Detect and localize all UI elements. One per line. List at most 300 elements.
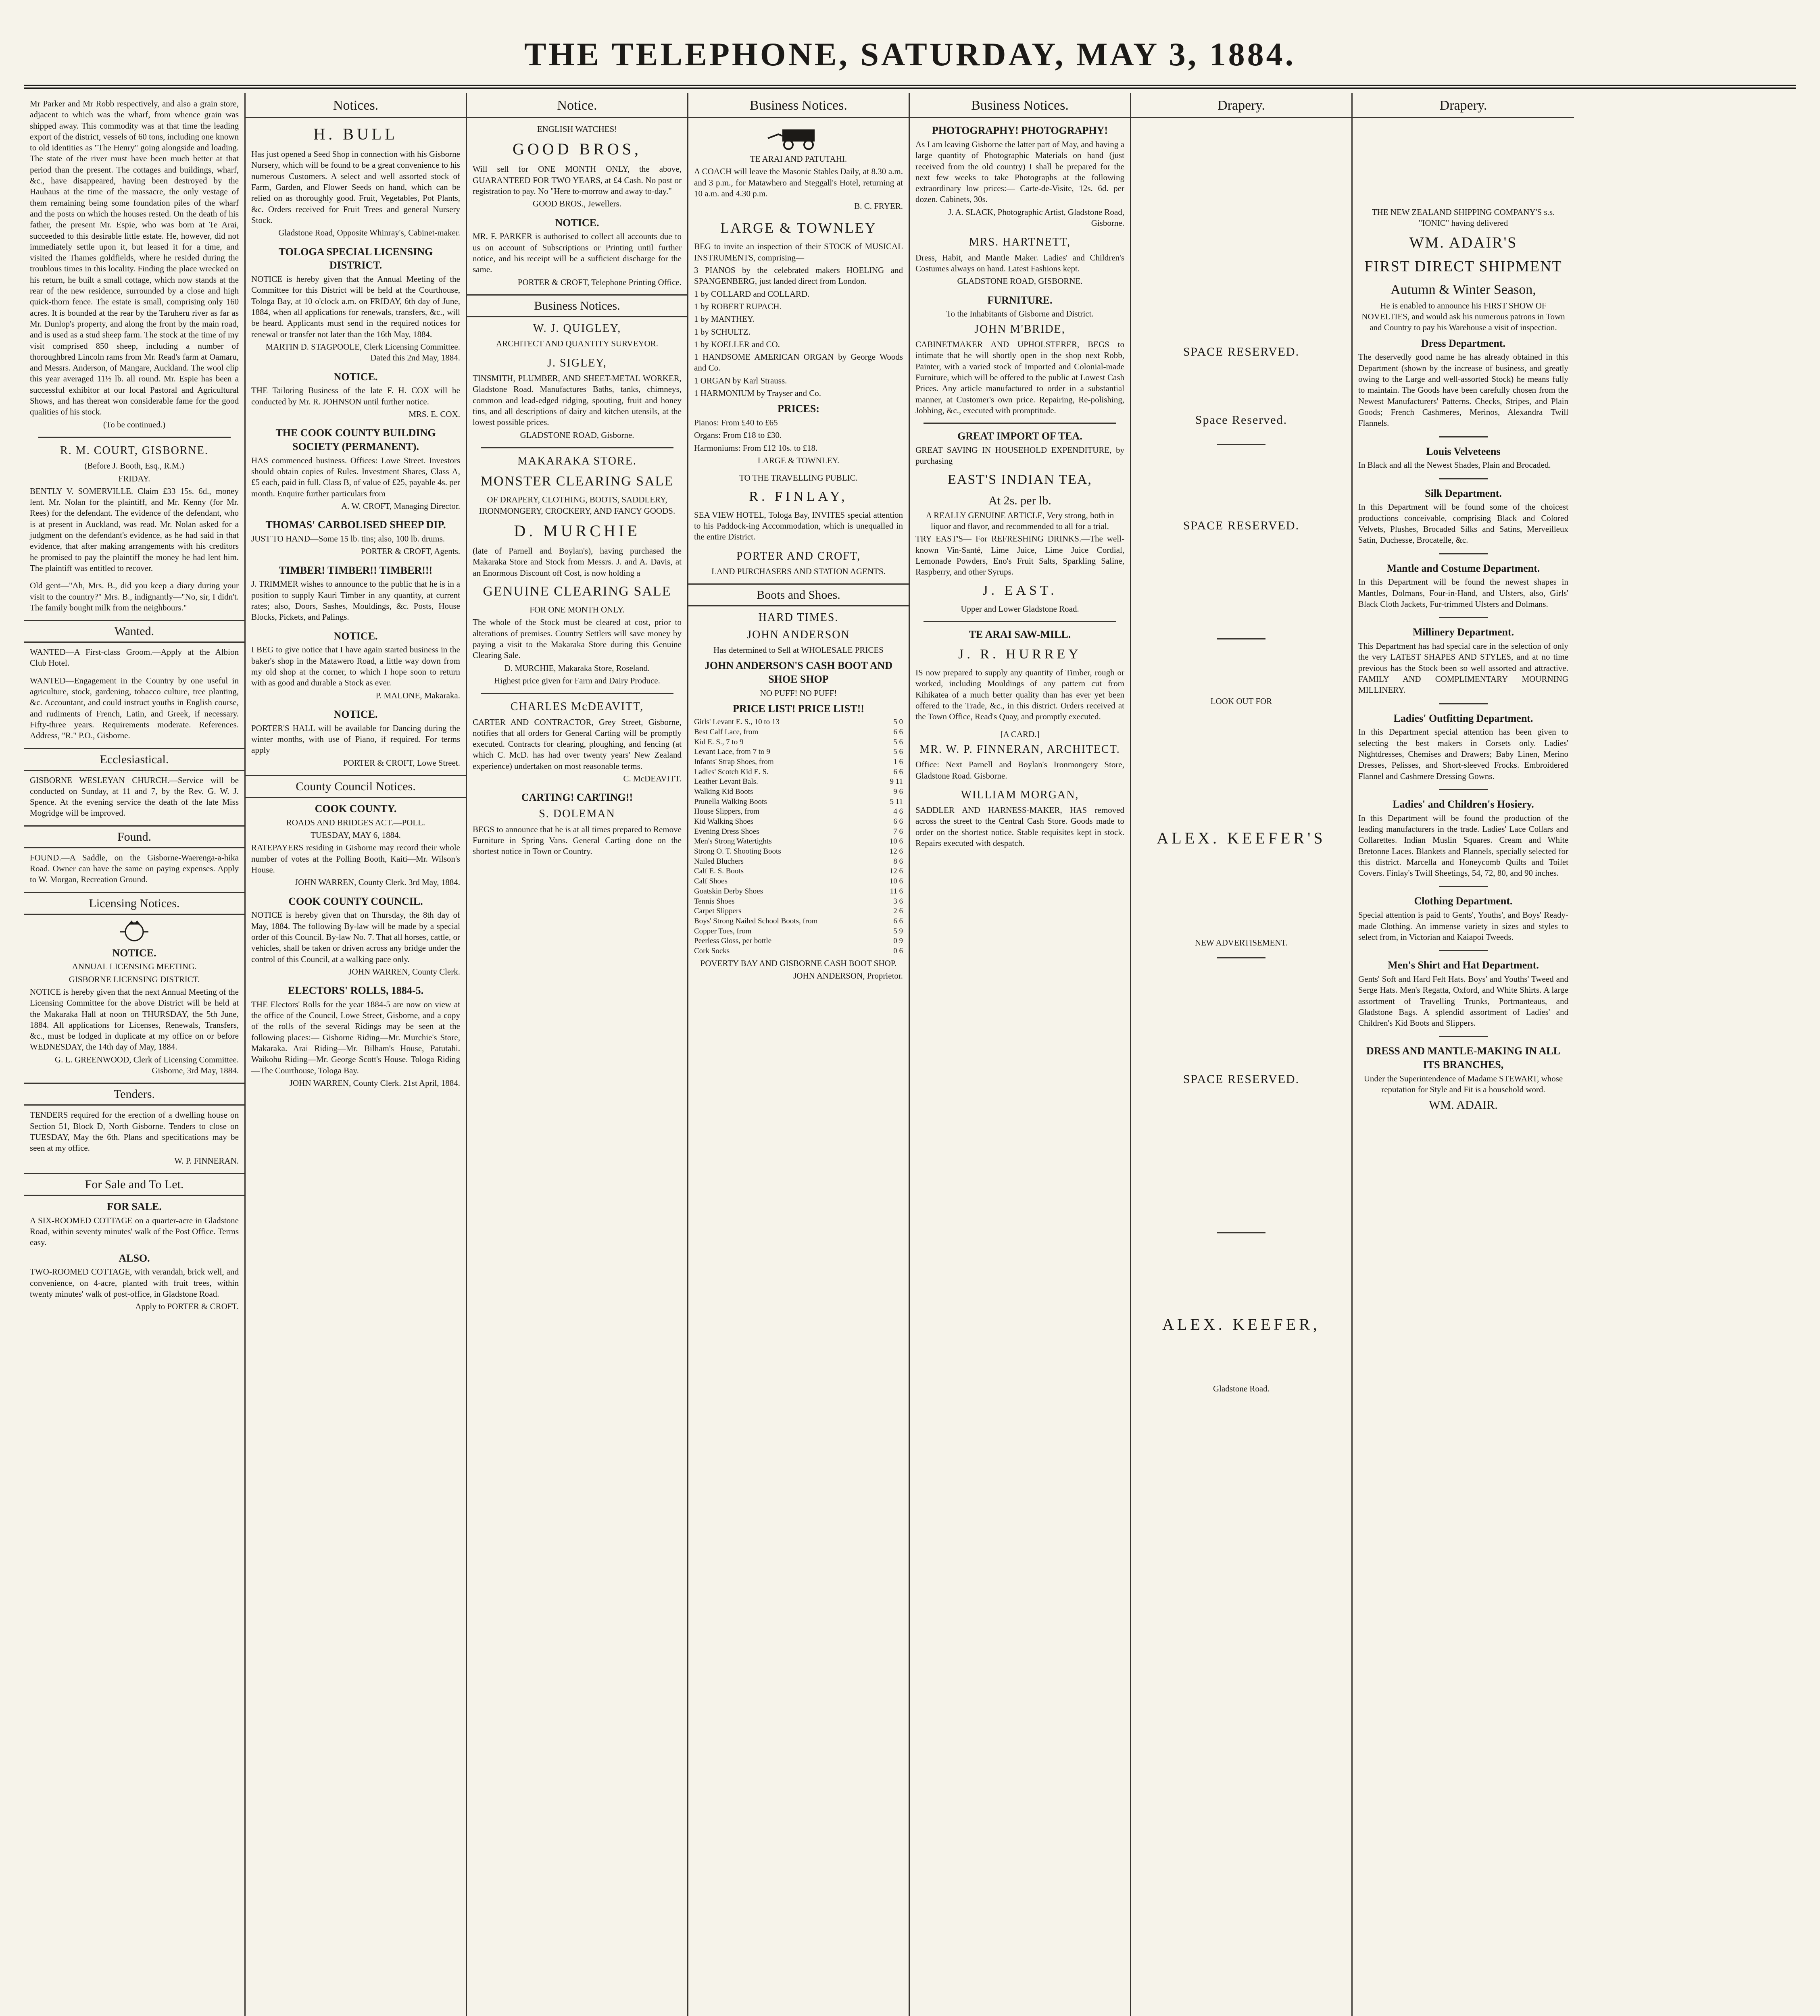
- divider: [1439, 436, 1488, 437]
- price-value: 10 6: [889, 837, 903, 846]
- sigley-ad: [473, 356, 682, 441]
- department-section: [1358, 894, 1568, 951]
- cox-text: THE Tailoring Business of the late F. H. COX will be conducted by Mr. R. JOHNSON until further notice.: [251, 385, 460, 406]
- column-7-heading: Drapery.: [1353, 97, 1574, 118]
- court-before: (Before J. Booth, Esq., R.M.): [84, 461, 184, 471]
- also-title: ALSO.: [119, 1252, 150, 1264]
- price-value: 5 6: [893, 748, 903, 756]
- tologa-text: NOTICE is hereby given that the Annual Meeting of the Committee for this District will be held at the Courthouse, Tologa Bay, at 10 o'clock a.m. on FRIDAY, 6th day of June, 1884, when all applications for renewals, transfers, &c., will be heard. Applicants must send in the required notices for renewal or transfer not later than the 16th May, 1884.: [251, 274, 460, 339]
- price-item: Tennis Shoes: [694, 897, 735, 906]
- price-value: 5 9: [893, 927, 903, 935]
- finlay-text: SEA VIEW HOTEL, Tologa Bay, INVITES special attention to his Paddock-ing Accommodation, which is unequalled in the entire District.: [694, 510, 903, 542]
- anderson-ad: [694, 610, 903, 981]
- licensing-meeting: ANNUAL LICENSING MEETING.: [72, 962, 197, 972]
- piano-item: 1 by KOELLER and CO.: [694, 339, 780, 349]
- price-item: Girls' Levant E. S., 10 to 13: [694, 718, 780, 727]
- mbride-name: JOHN M'BRIDE,: [974, 323, 1065, 335]
- porters-hall-sign: PORTER & CROFT, Lowe Street.: [343, 758, 460, 768]
- porters-hall-notice: [251, 708, 460, 768]
- old-gent-text: Old gent—"Ah, Mrs. B., did you keep a diary during your visit to the country?" Mrs. B., indignantly—"No, sir, I didn't. The family bought milk from the neighbours.": [30, 581, 239, 612]
- anderson-sign: JOHN ANDERSON, Proprietor.: [793, 971, 903, 981]
- price-row: [694, 737, 903, 748]
- hartnett-sign: GLADSTONE ROAD, GISBORNE.: [957, 276, 1083, 286]
- season: Autumn & Winter Season,: [1391, 282, 1536, 297]
- photography-ad: [915, 124, 1124, 229]
- building-society-sign: A. W. CROFT, Managing Director.: [341, 501, 460, 511]
- timber-text: J. TRIMMER wishes to announce to the public that he is in a position to supply Kauri Timber in any quantity, at current rates; also, Doors, Sashes, Mouldings, &c. Posts, House Blocks, Pickets, and Palings.: [251, 579, 460, 622]
- divider: [38, 437, 231, 438]
- price-row: [694, 787, 903, 797]
- roads-title: ROADS AND BRIDGES ACT.—POLL.: [286, 817, 425, 827]
- divider: [924, 423, 1116, 424]
- furniture-ad: [915, 294, 1124, 417]
- serial-article: [30, 98, 239, 430]
- porter-croft-text: LAND PURCHASERS AND STATION AGENTS.: [711, 566, 886, 577]
- licensing-sign: G. L. GREENWOOD, Clerk of Licensing Committee. Gisborne, 3rd May, 1884.: [54, 1054, 239, 1076]
- column-2-heading: Notices.: [246, 97, 466, 118]
- piano-item: 1 ORGAN by Karl Strauss.: [694, 375, 787, 385]
- licensing-text: NOTICE is hereby given that the next Annual Meeting of the Licensing Committee for the above District will be held at the Makaraka Hall at noon on THURSDAY, the 5th June, 1884. All applications for Licenses, Renewals, Transfers, &c., must be lodged in duplicate at my office on or before WEDNESDAY, the 14th day of May, 1884.: [30, 987, 239, 1052]
- divider: [1439, 950, 1488, 951]
- columns: [24, 93, 1796, 2016]
- for-sale-notice: [30, 1200, 239, 1312]
- large-townley-ad: [694, 219, 903, 467]
- price-value: 7 6: [893, 827, 903, 836]
- finlay-ad: [694, 473, 903, 542]
- council-notice: [251, 895, 460, 978]
- department-text: Special attention is paid to Gents', Youths', and Boys' Ready-made Clothing. An immense variety in sizes and styles to select from, in Victorian and Kaiapoi Tweeds.: [1358, 910, 1568, 942]
- department-text: In this Department will be found some of the choicest productions conceivable, comprising Black and Colored Velvets, Plushes, Brocaded Silks and Satins, Merveilleux Satin, Duchesse, Brocatelle, &c.: [1358, 502, 1568, 545]
- carting-title: CARTING! CARTING!!: [521, 791, 633, 804]
- department-section: [1358, 712, 1568, 790]
- sheep-dip-sign: PORTER & CROFT, Agents.: [361, 546, 460, 556]
- tologa-title: TOLOGA SPECIAL LICENSING DISTRICT.: [278, 246, 433, 271]
- building-society-ad: [251, 426, 460, 512]
- piano-item: 1 by SCHULTZ.: [694, 327, 751, 337]
- court-report: [30, 444, 239, 574]
- anderson-footer: POVERTY BAY AND GISBORNE CASH BOOT SHOP.: [700, 958, 897, 968]
- wanted-1-text: WANTED—A First-class Groom.—Apply at the Albion Club Hotel.: [30, 647, 239, 668]
- keefer-name: ALEX. KEEFER'S: [1157, 829, 1326, 848]
- licensing-notice-title: NOTICE.: [112, 947, 156, 959]
- price-value: 5 6: [893, 737, 903, 746]
- hard-times: HARD TIMES.: [758, 611, 839, 624]
- doleman-text: BEGS to announce that he is at all times prepared to Remove Furniture in Spring Vans. General Carting done on the shortest notice in Town or Country.: [473, 824, 682, 856]
- price-row: [694, 767, 903, 777]
- roads-date: TUESDAY, MAY 6, 1884.: [311, 830, 401, 840]
- hurrey-text: IS now prepared to supply any quantity of Timber, rough or worked, including Mouldings of any pattern cut from Kihikatea of a much better quality than has ever yet been offered to the Trade, &c., in this district. Orders received at the Town Office, Read's Quay, and promptly executed.: [915, 668, 1124, 722]
- genuine-sale-title: GENUINE CLEARING SALE: [483, 583, 671, 599]
- price-value: 6 6: [893, 916, 903, 925]
- price-item: Walking Kid Boots: [694, 787, 753, 796]
- department-section: [1358, 487, 1568, 554]
- malone-text: I BEG to give notice that I have again started business in the baker's shop in the Matawero Road, a little way down from my old shop at the corner, to which I hope soon to return with as good and durable a Stock as ever.: [251, 645, 460, 688]
- adair-signature: WM. ADAIR.: [1429, 1098, 1498, 1112]
- price-item: Cork Socks: [694, 946, 730, 955]
- parker-title: NOTICE.: [555, 217, 599, 229]
- murchie-name: D. MURCHIE: [514, 521, 640, 540]
- mbride-text: CABINETMAKER AND UPHOLSTERER, BEGS to intimate that he will shortly open in the shop next Robb, Painter, with a varied stock of Imported and Colonial-made Furniture, which will be offered to the public at Lowest Cash Prices. Any article manufactured to order in a substantial manner, at Customer's own price. Repairing, Re-polishing, Jobbing, &c., executed with promptitude.: [915, 339, 1124, 415]
- department-title: Silk Department.: [1425, 487, 1502, 499]
- cox-title: NOTICE.: [334, 371, 378, 383]
- price-row: [694, 927, 903, 937]
- wanted-ad-2: [30, 675, 239, 741]
- found-heading: Found.: [24, 825, 244, 848]
- furniture-intro: To the Inhabitants of Gisborne and District.: [946, 309, 1094, 319]
- department-text: In this Department will be found the newest shapes in Mantles, Dolmans, Four-in-Hand, and Ulsters, also, Girls' Black Cloth Jackets, Fur-trimmed Ulsters and Dolmans.: [1358, 577, 1568, 609]
- mcdeavitt-name: CHARLES McDEAVITT,: [510, 700, 644, 713]
- divider: [1439, 478, 1488, 479]
- building-society-title: THE COOK COUNTY BUILDING SOCIETY (PERMANENT).: [275, 427, 436, 453]
- tenders-sign: W. P. FINNERAN.: [174, 1156, 239, 1166]
- price-value: 2 6: [893, 907, 903, 916]
- dressmaking-text: Under the Superintendence of Madame STEWART, whose reputation for Style and Fit is a household word.: [1363, 1073, 1563, 1095]
- roads-sign: JOHN WARREN, County Clerk. 3rd May, 1884.: [294, 877, 460, 887]
- cash-boot-title: JOHN ANDERSON'S CASH BOOT AND SHOE SHOP: [704, 660, 893, 685]
- price-row: [694, 897, 903, 907]
- tea-text: A REALLY GENUINE ARTICLE, Very strong, both in liquor and flavor, and recommended to all for a trial.: [926, 510, 1114, 531]
- found-text: FOUND.—A Saddle, on the Gisborne-Waerenga-a-hika Road. Owner can have the same on paying expenses. Apply to W. Morgan, Recreation Ground.: [30, 852, 239, 885]
- one-month: FOR ONE MONTH ONLY.: [530, 605, 625, 615]
- morgan-ad: [915, 788, 1124, 849]
- price-row: [694, 946, 903, 956]
- county-heading: County Council Notices.: [246, 775, 466, 798]
- price-item: Boys' Strong Nailed School Boots, from: [694, 916, 818, 925]
- card-label: [A CARD.]: [1000, 729, 1040, 739]
- hartnett-name: MRS. HARTNETT,: [969, 236, 1071, 249]
- watches-title: ENGLISH WATCHES!: [537, 124, 617, 134]
- price-item: Calf E. S. Boots: [694, 867, 744, 876]
- department-section: [1358, 562, 1568, 619]
- timber-title: TIMBER! TIMBER!! TIMBER!!!: [279, 564, 433, 576]
- divider: [1217, 638, 1265, 639]
- easts-tea-name: EAST'S INDIAN TEA,: [948, 472, 1092, 487]
- boots-heading: Boots and Shoes.: [688, 583, 909, 606]
- piano-item: 1 by MANTHEY.: [694, 314, 755, 324]
- price-item: Copper Toes, from: [694, 927, 752, 935]
- divider: [1439, 703, 1488, 704]
- price-row: [694, 877, 903, 887]
- murchie-text: (late of Parnell and Boylan's), having purchased the Makaraka Store and Stock from Messrs. J. and A. Davis, at an Enormous Discount off Cost, is now holding a: [473, 546, 682, 578]
- price-value: 8 6: [893, 857, 903, 866]
- good-bros-text: Will sell for ONE MONTH ONLY, the above, GUARANTEED FOR TWO YEARS, at £4 Cash. No post or registration to pay. No "Here to-morrow and away to-day.": [473, 164, 682, 196]
- tenders-heading: Tenders.: [24, 1083, 244, 1106]
- ecclesiastical-heading: Ecclesiastical.: [24, 748, 244, 771]
- column-3-heading: Notice.: [467, 97, 687, 118]
- divider: [1439, 553, 1488, 554]
- price-row: [694, 936, 903, 946]
- parker-sign: PORTER & CROFT, Telephone Printing Office.: [517, 277, 682, 287]
- departments: [1358, 337, 1568, 1037]
- price-row: [694, 717, 903, 727]
- piano-item: 3 PIANOS by the celebrated makers HOELING and SPANGENBERG, just landed direct from London.: [694, 265, 903, 286]
- parker-text: MR. F. PARKER is authorised to collect all accounts due to us on account of Subscriptions or Printing until further notice, and his receipt will be a sufficient discharge for the same.: [473, 231, 682, 275]
- coach-text: A COACH will leave the Masonic Stables Daily, at 8.30 a.m. and 3 p.m., for Matawhero and Steggall's Hotel, returning at 10 a.m. and 4.30 p.m.: [694, 167, 903, 199]
- department-title: Mantle and Costume Department.: [1386, 562, 1540, 574]
- price-value: 5 0: [893, 718, 903, 727]
- prices-title: PRICES:: [777, 403, 819, 415]
- coach-sign: B. C. FRYER.: [854, 201, 903, 211]
- also-text: TWO-ROOMED COTTAGE, with verandah, brick well, and convenience, on 4-acre, planted with fruit trees, within twenty minutes' walk of post-office, in Gladstone Road.: [30, 1267, 239, 1299]
- murchie-text-2: The whole of the Stock must be cleared at cost, prior to alterations of premises. Country Settlers will save money by paying a visit to the Makaraka Store during this Genuine Clearing Sale.: [473, 617, 682, 660]
- divider: [1217, 1232, 1265, 1233]
- price-item: Strong O. T. Shooting Boots: [694, 847, 781, 856]
- adair-intro: THE NEW ZEALAND SHIPPING COMPANY'S s.s. "IONIC" having delivered: [1372, 207, 1555, 228]
- piano-item: 1 HANDSOME AMERICAN ORGAN by George Woods and Co.: [694, 352, 903, 373]
- department-title: Men's Shirt and Hat Department.: [1388, 959, 1539, 971]
- column-4: [688, 93, 910, 2016]
- for-sale-title: FOR SALE.: [107, 1200, 162, 1212]
- good-bros-ad: [473, 124, 682, 209]
- newspaper-title: THE TELEPHONE, SATURDAY, MAY 3, 1884.: [524, 36, 1296, 73]
- price-list-title: PRICE LIST! PRICE LIST!!: [733, 703, 864, 715]
- price-value: 11 6: [890, 887, 903, 896]
- price-value: 12 6: [889, 867, 903, 876]
- malone-notice: [251, 629, 460, 701]
- sigley-name: J. SIGLEY,: [547, 356, 607, 369]
- price-value: 4 6: [893, 807, 903, 816]
- court-text: BENTLY V. SOMERVILLE. Claim £33 15s. 6d., money lent. Mr. Nolan for the plaintiff, and Mr. Kenny (for Mr. Rees) for the defendant. The evidence of the defendant, who is at present in Auckland, was read. Mr. Nolan asked for a judgment on the defendant's evidence, as he had said in that evidence, that after making arrangements with his creditors he promised to pay the plaintiff the money he had lent him. The plaintiff was entitled to recover.: [30, 486, 239, 573]
- parker-notice: [473, 216, 682, 288]
- cox-sign: MRS. E. COX.: [409, 409, 460, 419]
- price-line: Organs: From £18 to £30.: [694, 430, 782, 440]
- large-townley-text: BEG to invite an inspection of their STOCK of MUSICAL INSTRUMENTS, comprising—: [694, 242, 903, 262]
- hartnett-text: Dress, Habit, and Mantle Maker. Ladies' and Children's Costumes always on hand. Latest Fashions kept.: [915, 252, 1124, 274]
- department-title: Dress Department.: [1421, 337, 1505, 349]
- good-bros-name: GOOD BROS,: [512, 140, 642, 158]
- sheep-dip-ad: [251, 518, 460, 557]
- sheep-dip-title: THOMAS' CARBOLISED SHEEP DIP.: [265, 519, 446, 531]
- price-row: [694, 727, 903, 737]
- goods-list: OF DRAPERY, CLOTHING, BOOTS, SADDLERY, IRONMONGERY, CROCKERY, AND FANCY GOODS.: [479, 495, 675, 516]
- photo-title: PHOTOGRAPHY! PHOTOGRAPHY!: [932, 125, 1108, 137]
- wanted-2-text: WANTED—Engagement in the Country by one useful in agriculture, stock, gardening, tobacco culture, tree planting, &c. Accountant, and could instruct youths in English course, and rudiments of French, Latin, and Greek, if necessary. Fifty-three years. Requirements moderate. References. Address, "R." P.O., Gisborne.: [30, 675, 239, 741]
- roads-poll-notice: [251, 802, 460, 888]
- wanted-heading: Wanted.: [24, 620, 244, 643]
- price-value: 6 6: [893, 767, 903, 776]
- mcdeavitt-sign: C. McDEAVITT.: [623, 774, 682, 784]
- timber-ad: [251, 564, 460, 623]
- piano-item: 1 by ROBERT RUPACH.: [694, 301, 782, 311]
- divider: [1439, 1036, 1488, 1037]
- price-row: [694, 837, 903, 847]
- column-6-heading: Drapery.: [1131, 97, 1351, 118]
- department-text: Gents' Soft and Hard Felt Hats. Boys' and Youths' Tweed and Serge Hats. Men's Regatta, Oxford, and White Shirts. A large assortment of Travelling Trunks, Portmanteaus, and Gladstone Bags. A splendid assortment of Ladies' and Children's Kid Boots and Slippers.: [1358, 974, 1568, 1028]
- price-item: Peerless Gloss, per bottle: [694, 937, 772, 946]
- column-4-heading: Business Notices.: [688, 97, 909, 118]
- price-item: Goatskin Derby Shoes: [694, 887, 763, 896]
- cook-county-title: COOK COUNTY.: [315, 802, 397, 814]
- tologa-notice: [251, 245, 460, 364]
- column-1: [24, 93, 246, 2016]
- price-row: [694, 797, 903, 807]
- mcdeavitt-text: CARTER AND CONTRACTOR, Grey Street, Gisborne, notifies that all orders for General Carting will be promptly executed. Contracts for clearing, ploughing, and fencing (at which C. McD. has had over twenty years' New Zealand experience) undertaken on most reasonable terms.: [473, 717, 682, 771]
- column-3: [467, 93, 688, 2016]
- price-value: 5 11: [890, 797, 903, 806]
- anderson-name: JOHN ANDERSON: [747, 628, 850, 641]
- east-name: J. EAST.: [982, 583, 1057, 598]
- rolls-text: THE Electors' Rolls for the year 1884-5 are now on view at the office of the Council, Lowe Street, Gisborne, and a copy of the rolls of the several Ridings may be seen at the following places:— Gisborne Riding—Mr. Murchie's Store, Makaraka. Arai Riding—Mr. Bilham's House, Patutahi. Waikohu Riding—Mr. George Scott's House. Tologa Riding—The Courthouse, Tologa Bay.: [251, 999, 460, 1075]
- mcdeavitt-ad: [473, 700, 682, 784]
- price-value: 9 6: [893, 787, 903, 796]
- royal-crest-icon: [116, 919, 152, 943]
- column-7: [1353, 93, 1574, 2016]
- new-advertisement: NEW ADVERTISEMENT.: [1195, 938, 1288, 948]
- price-item: Men's Strong Watertights: [694, 837, 772, 846]
- column-5: [910, 93, 1131, 2016]
- masthead: [24, 24, 1796, 89]
- malone-sign: P. MALONE, Makaraka.: [375, 690, 460, 700]
- price-item: Levant Lace, from 7 to 9: [694, 748, 770, 756]
- price-value: 6 6: [893, 727, 903, 736]
- sheep-dip-text: JUST TO HAND—Some 15 lb. tins; also, 100 lb. drums.: [251, 534, 445, 544]
- price-value: 0 9: [893, 937, 903, 946]
- space-reserved-2: Space Reserved.: [1195, 413, 1288, 427]
- price-row: [694, 906, 903, 916]
- price-item: Prunella Walking Boots: [694, 797, 767, 806]
- porter-croft-name: PORTER AND CROFT,: [736, 550, 861, 562]
- divider: [1217, 957, 1265, 958]
- no-puff: NO PUFF! NO PUFF!: [760, 688, 837, 698]
- price-row: [694, 847, 903, 857]
- finneran-card: [915, 729, 1124, 781]
- price-value: 9 11: [890, 777, 903, 786]
- piano-item: 1 by COLLARD and COLLARD.: [694, 289, 810, 299]
- tologa-sign: MARTIN D. STAGPOOLE, Clerk Licensing Committee. Dated this 2nd May, 1884.: [265, 342, 460, 363]
- column-2: [246, 93, 467, 2016]
- furniture-title: FURNITURE.: [987, 294, 1053, 306]
- bull-address: Gladstone Road, Opposite Whinray's, Cabinet-maker.: [278, 228, 460, 238]
- morgan-text: SADDLER AND HARNESS-MAKER, HAS removed across the street to the Central Cash Store. Goods made to order on the shortest notice. Stable requisites kept in stock. Repairs executed with despatch.: [915, 805, 1124, 848]
- coach-icon: [766, 124, 831, 152]
- building-society-text: HAS commenced business. Offices: Lowe Street. Investors should obtain copies of Rules. Investment Shares, Class A, £5 each, paid in full. Class B, of value of £25, payable 4s. per month. Enquire further particulars from: [251, 455, 460, 498]
- bull-text: Has just opened a Seed Shop in connection with his Gisborne Nursery, which will be found to be a great convenience to his numerous Customers. A select and well assorted stock of Farm, Garden, and Flower Seeds on hand, which can be relied on as thoroughly good. Fruit, Vegetables, Pot Plants, &c. Orders received for Fruit Trees and general Nursery Stock.: [251, 149, 460, 225]
- department-title: Ladies' Outfitting Department.: [1393, 712, 1533, 724]
- sawmill-title: TE ARAI SAW-MILL.: [969, 629, 1071, 641]
- department-section: [1358, 625, 1568, 704]
- price-row: [694, 757, 903, 767]
- department-title: Millinery Department.: [1412, 626, 1514, 638]
- department-title: Ladies' and Children's Hosiery.: [1393, 798, 1534, 810]
- price-row: [694, 777, 903, 787]
- price-row: [694, 747, 903, 757]
- tenders-notice: [30, 1110, 239, 1166]
- department-text: In this Department special attention has been given to selecting the best makers in Corsets only. Ladies' Nightdresses, Chemises and Drawers; Baby Linen, Merino Dresses, Pelisses, and Short-sleeved Frocks. Embroidered Flannel and Cashmere Dressing Gowns.: [1358, 727, 1568, 781]
- divider: [1439, 886, 1488, 887]
- price-row: [694, 817, 903, 827]
- price-item: Ladies' Scotch Kid E. S.: [694, 767, 769, 776]
- look-out: LOOK OUT FOR: [1210, 696, 1272, 706]
- rolls-title: ELECTORS' ROLLS, 1884-5.: [288, 985, 424, 997]
- price-value: 6 6: [893, 817, 903, 826]
- rolls-notice: [251, 984, 460, 1089]
- price-row: [694, 916, 903, 927]
- divider: [481, 693, 673, 694]
- announce: He is enabled to announce his FIRST SHOW OF NOVELTIES, and would ask his numerous patrons in Town and Country to pay his Warehouse a visit of inspection.: [1361, 300, 1565, 333]
- price-item: Calf Shoes: [694, 877, 728, 886]
- department-text: In Black and all the Newest Shades, Plain and Brocaded.: [1358, 460, 1551, 470]
- department-text: The deservedly good name he has already obtained in this Department (shown by the increase of business, and greatly owing to the Large and well-assorted Stock) he means fully to maintain. The Goods have been carefully chosen from the Newest Manufacturers' Patterns. Checks, Stripes, and Plain Goods; French Cashmeres, Merinos, Alexandra Twill Flannels.: [1358, 352, 1568, 428]
- space-reserved-4: SPACE RESERVED.: [1183, 1072, 1300, 1086]
- porter-croft-ad: [694, 549, 903, 577]
- column-6: [1131, 93, 1353, 2016]
- sigley-text: TINSMITH, PLUMBER, AND SHEET-METAL WORKER, Gladstone Road. Manufactures Baths, tanks, chimneys, common and lead-edged ridging, spouting, fruit and honey tins, and all descriptions of dairy and kitchen utensils, at the lowest possible prices.: [473, 373, 682, 427]
- council-sign: JOHN WARREN, County Clerk.: [348, 966, 460, 977]
- ecclesiastical-notice: [30, 775, 239, 819]
- doleman-name: S. DOLEMAN: [539, 808, 615, 821]
- price-item: Kid E. S., 7 to 9: [694, 737, 744, 746]
- department-title: Louis Velveteens: [1426, 445, 1501, 457]
- department-title: Clothing Department.: [1414, 895, 1513, 907]
- for-sale-heading: For Sale and To Let.: [24, 1173, 244, 1196]
- bull-name: H. BULL: [313, 125, 398, 144]
- tenders-text: TENDERS required for the erection of a dwelling house on Section 51, Block D, North Gisborne. Tenders to close on TUESDAY, May the 6th. Plans and specifications may be seen at my office.: [30, 1110, 239, 1153]
- quigley-name: W. J. QUIGLEY,: [533, 322, 621, 335]
- business-heading: Business Notices.: [467, 294, 687, 317]
- finneran-text: Office: Next Parnell and Boylan's Ironmongery Store, Gladstone Road. Gisborne.: [915, 760, 1124, 781]
- court-title: R. M. COURT, GISBORNE.: [60, 444, 208, 457]
- first-shipment: FIRST DIRECT SHIPMENT: [1364, 258, 1562, 275]
- makaraka-title: MAKARAKA STORE.: [517, 454, 637, 467]
- doleman-ad: [473, 791, 682, 857]
- licensing-district: GISBORNE LICENSING DISTRICT.: [69, 974, 200, 984]
- photo-sign: J. A. SLACK, Photographic Artist, Gladstone Road, Gisborne.: [948, 207, 1124, 228]
- porters-hall-text: PORTER'S HALL will be available for Dancing during the winter months, with use of Piano, if required. For terms apply: [251, 723, 460, 755]
- price-line: Harmoniums: From £12 10s. to £18.: [694, 443, 818, 453]
- article-text: Mr Parker and Mr Robb respectively, and also a grain store, adjacent to which was the wharf, from whence grain was shipped away. This commodity was at that time the leading export of the district, vessels of 60 tons, including one known to old identities as "The Henry" going alongside and loading. The state of the river must have been much better at that period than the present. The cottages and buildings, wharf, &c., have disappeared, having been destroyed by the Hauhaus at the time of the massacre, the only vestage of them remaining being some foundation piles of the wharf and the posts on which the houses rested. On the death of his father, the present Mr. Espie, who was born at Te Arai, succeeded to this desirable little estate. He, however, did not immediately settle upon it, but leased it for a time, and visited the Thames goldfields, where he resided during the troublous times in this locality. Finding the place wrecked on his return, he built a small cottage, which now stands at the rear of the new residence, surrounded by a close and high quick-thorn fence. The estate is small, comprising only 160 acres. It is bounded at the rear by the Taruheru river as far as Mr. Dunlop's property, and along the front by the main road, and is used as a stud sheep farm. The stock at the time of my visit comprised 850 sheep, including a number of thoroughbred Lincoln rams from Mr. Read's farm at Oamaru, and Messrs. Anderson, of Mangare, Auckland. The wool clip this year averaged 11½ lb. all round. Mr. Espie has been a successful exhibitor at our local Pastoral and Agricultural Shows, and has thereat won considerable fame for the good qualities of his stock.: [30, 99, 239, 417]
- column-5-heading: Business Notices.: [910, 97, 1130, 118]
- department-text: This Department has had special care in the selection of only the very LATEST SHAPES AND STYLES, and at no time previous has the Stock been so well assorted and attractive. FAMILY AND COMPLIMENTARY MOURNING MILLINERY.: [1358, 641, 1568, 695]
- keefer-name-2: ALEX. KEEFER,: [1162, 1315, 1320, 1333]
- divider: [1439, 617, 1488, 618]
- morgan-name: WILLIAM MORGAN,: [961, 788, 1079, 801]
- photo-text: As I am leaving Gisborne the latter part of May, and having a large quantity of Photographic Materials on hand (just received from the old country) I shall be prepared for the next few weeks to take Photographs at the following extraordinary low prices:— Carte-de-Visite, 12s. 6d. per dozen. Cabinets, 30s.: [915, 139, 1124, 204]
- piano-item: 1 HARMONIUM by Trayser and Co.: [694, 388, 821, 398]
- for-sale-text: A SIX-ROOMED COTTAGE on a quarter-acre in Gladstone Road, within seventy minutes' walk of the Post Office. Terms easy.: [30, 1215, 239, 1248]
- quigley-text: ARCHITECT AND QUANTITY SURVEYOR.: [496, 339, 658, 349]
- wanted-ad-1: [30, 647, 239, 669]
- department-section: [1358, 445, 1568, 479]
- price-item: Evening Dress Shoes: [694, 827, 759, 836]
- sawmill-ad: [915, 628, 1124, 722]
- malone-title: NOTICE.: [334, 630, 378, 642]
- department-section: [1358, 337, 1568, 437]
- anderson-text: Has determined to Sell at WHOLESALE PRICES: [713, 645, 884, 655]
- eccl-text: GISBORNE WESLEYAN CHURCH.—Service will be conducted on Sunday, at 11 and 7, by the Rev. G. W. J. Spence. At the evening service the death of the late Miss Mogridge will be improved.: [30, 775, 239, 818]
- price-item: Kid Walking Shoes: [694, 817, 753, 826]
- price-row: [694, 866, 903, 877]
- quigley-ad: [473, 321, 682, 350]
- to-be-continued: (To be continued.): [103, 419, 166, 429]
- good-bros-sign: GOOD BROS., Jewellers.: [533, 199, 621, 209]
- divider: [481, 447, 673, 448]
- hurrey-name: J. R. HURREY: [958, 646, 1082, 662]
- makaraka-ad: [473, 454, 682, 686]
- try-east: TRY EAST'S— For REFRESHING DRINKS.—The well-known Vin-Santé, Lime Juice, Lime Juice Cordial, Lemonade Powders, Eno's Fruit Salts, Sparkling Saline, Raspberry, and other Syrups.: [915, 534, 1124, 577]
- council-title: COOK COUNTY COUNCIL.: [288, 895, 423, 907]
- price-value: 10 6: [889, 877, 903, 886]
- rolls-sign: JOHN WARREN, County Clerk. 21st April, 1884.: [289, 1078, 460, 1088]
- price-item: Carpet Slippers: [694, 907, 742, 916]
- court-day: FRIDAY.: [118, 473, 150, 483]
- finneran-name: MR. W. P. FINNERAN, ARCHITECT.: [919, 743, 1120, 756]
- coach-title: TE ARAI AND PATUTAHI.: [750, 154, 847, 164]
- licensing-heading: Licensing Notices.: [24, 892, 244, 915]
- price-value: 0 6: [893, 946, 903, 955]
- apply-to: Apply to PORTER & CROFT.: [135, 1302, 239, 1312]
- produce-note: Highest price given for Farm and Dairy Produce.: [494, 675, 660, 685]
- divider: [924, 621, 1116, 622]
